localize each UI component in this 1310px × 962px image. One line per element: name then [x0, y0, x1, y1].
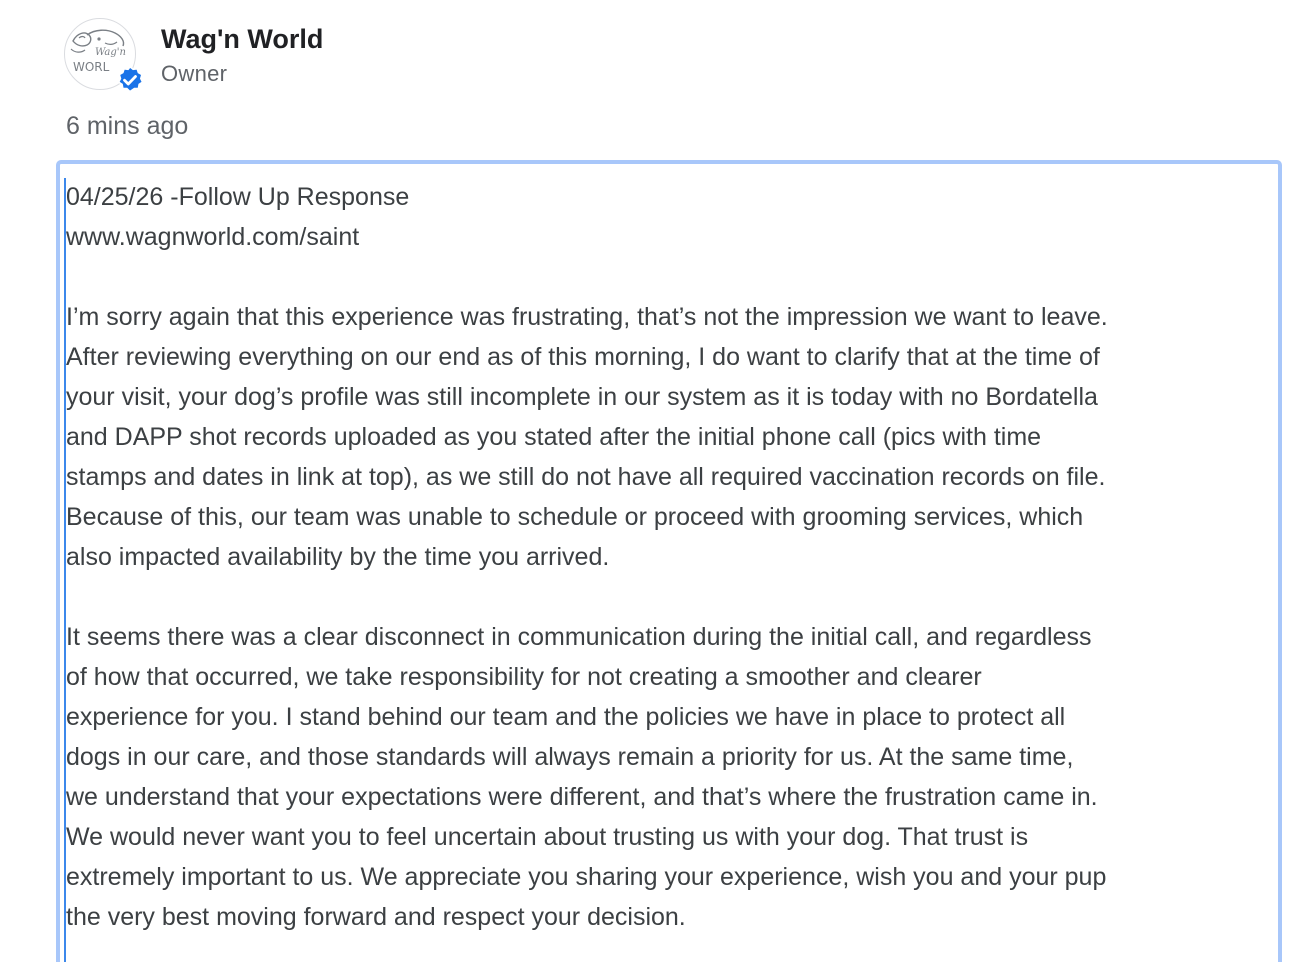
text-cursor [64, 178, 66, 962]
logo-text-wagn: Wag'n [95, 47, 126, 58]
logo-text-world: WORL [73, 60, 110, 74]
heading-line: 04/25/26 -Follow Up Response [66, 183, 410, 211]
verified-badge-icon [115, 65, 145, 95]
reply-text-editor[interactable] [56, 160, 1282, 962]
text-line: After reviewing everything on our end as of this morning, I do want to clarify that at the time of [66, 343, 1100, 371]
blank-line [66, 577, 1272, 617]
paragraph-1 [66, 297, 1272, 577]
reply-header [64, 18, 323, 90]
text-line: experience for you. I stand behind our team and the policies we have in place to protect all [66, 703, 1066, 731]
text-line: also impacted availability by the time you arrived. [66, 543, 610, 571]
text-line: dogs in our care, and those standards will always remain a priority for us. At the same time, [66, 743, 1074, 771]
text-line: your visit, your dog’s profile was still incomplete in our system as it is today with no Bordatella [66, 383, 1098, 411]
text-line: Because of this, our team was unable to schedule or proceed with grooming services, which [66, 503, 1084, 531]
author-info [161, 22, 323, 89]
reply-timestamp: 6 mins ago [66, 112, 189, 140]
blank-line [66, 257, 1272, 297]
heading-line: www.wagnworld.com/saint [66, 223, 360, 251]
text-line: we understand that your expectations were different, and that’s where the frustration came in. [66, 783, 1098, 811]
text-line: I’m sorry again that this experience was frustrating, that’s not the impression we want to leave. [66, 303, 1108, 331]
paragraph-2 [66, 617, 1272, 937]
text-line: and DAPP shot records uploaded as you stated after the initial phone call (pics with time [66, 423, 1042, 451]
text-line: the very best moving forward and respect your decision. [66, 903, 686, 931]
text-line: stamps and dates in link at top), as we still do not have all required vaccination records on file. [66, 463, 1106, 491]
author-name[interactable]: Wag'n World [161, 24, 324, 54]
text-line: We would never want you to feel uncertain about trusting us with your dog. That trust is [66, 823, 1029, 851]
text-line: extremely important to us. We appreciate you sharing your experience, wish you and your pup [66, 863, 1107, 891]
author-role: Owner [161, 61, 228, 86]
avatar[interactable] [64, 18, 136, 90]
text-line: of how that occurred, we take responsibility for not creating a smoother and clearer [66, 663, 982, 691]
text-line: It seems there was a clear disconnect in communication during the initial call, and regardless [66, 623, 1092, 651]
